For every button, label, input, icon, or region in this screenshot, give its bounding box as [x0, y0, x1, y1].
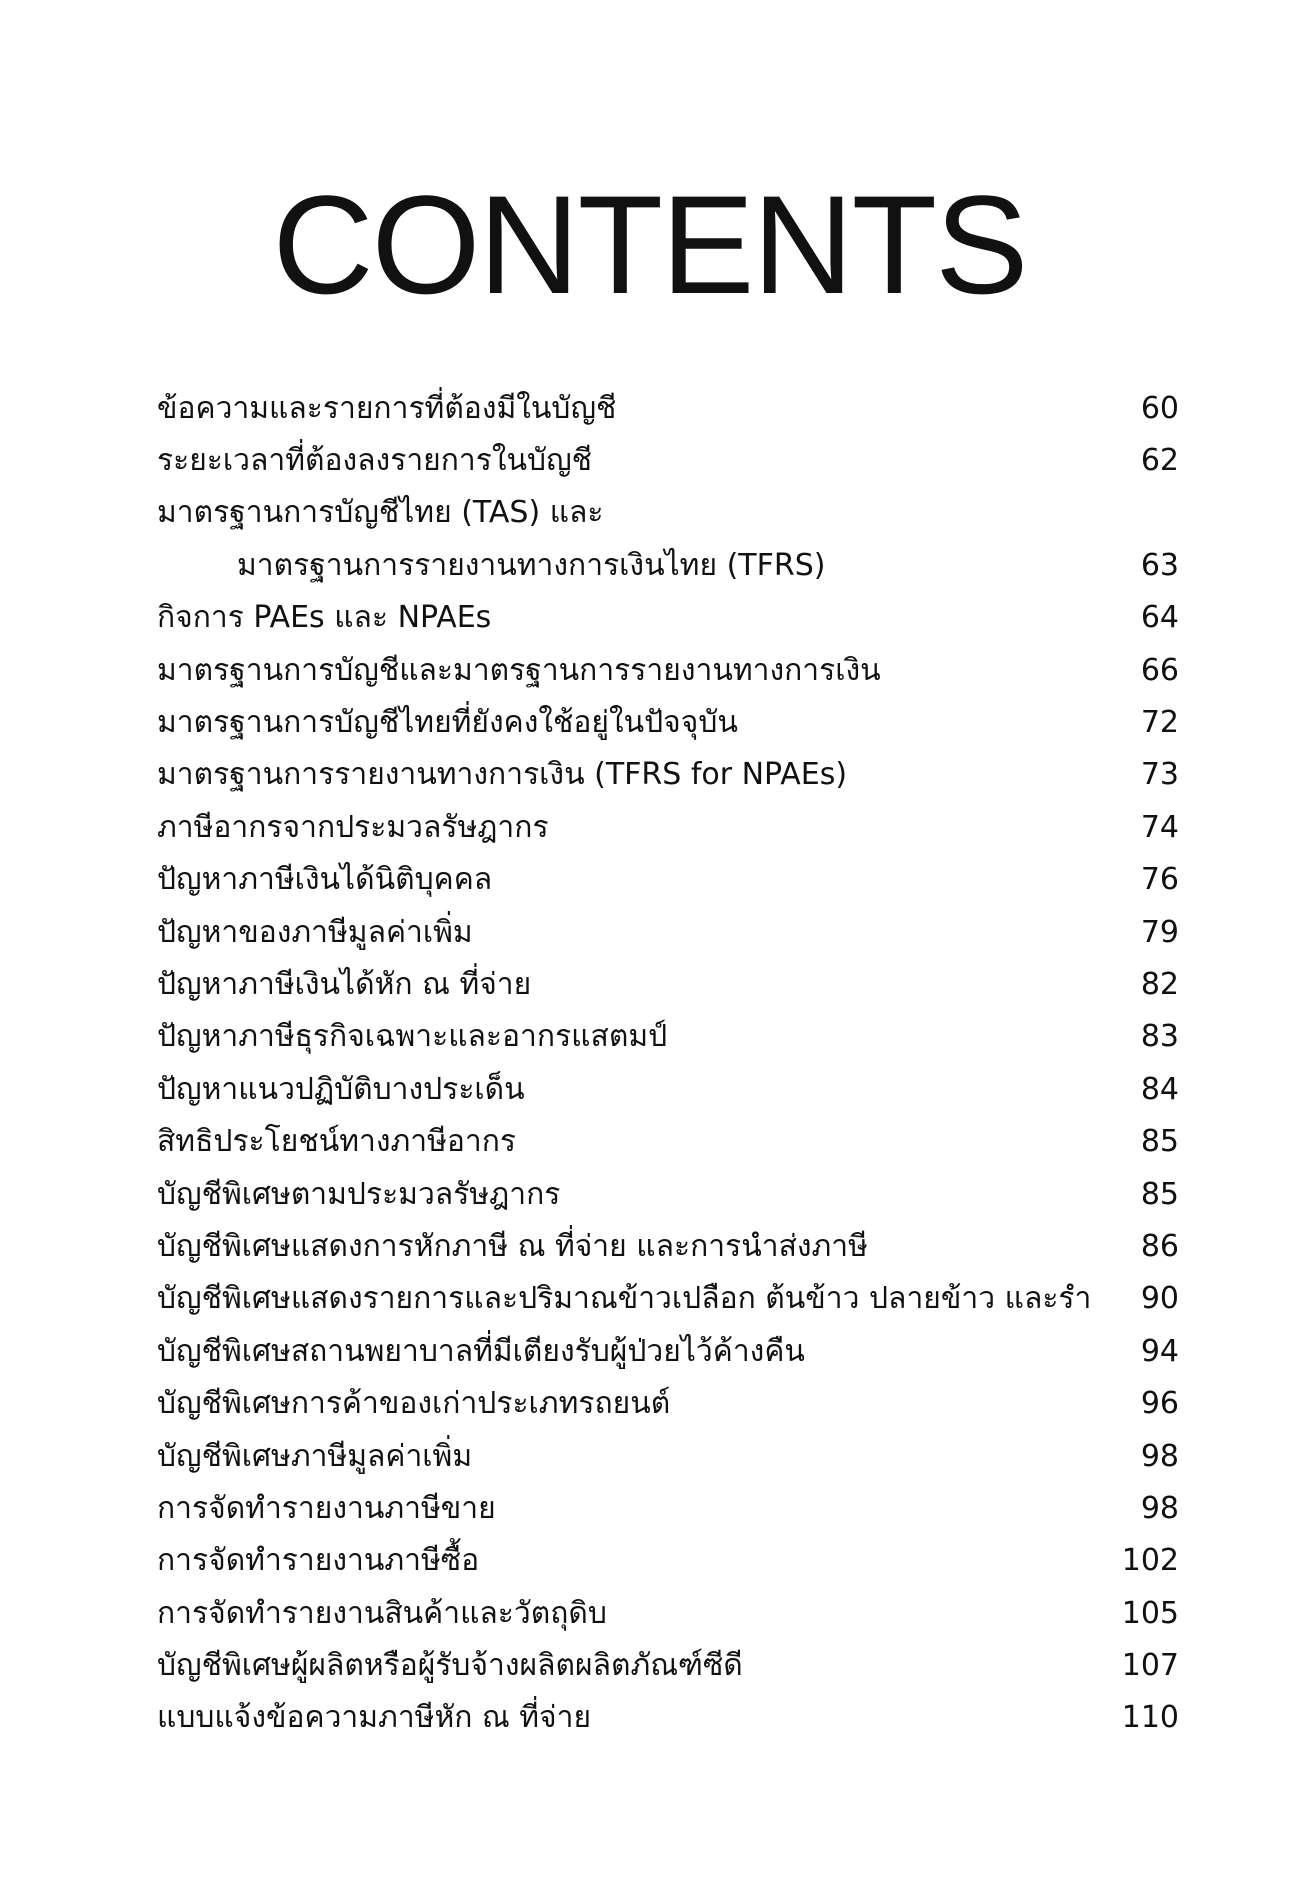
toc-entry	[157, 382, 1179, 434]
toc-entry-label: ภาษีอากรจากประมวลรัษฎากร	[157, 809, 549, 845]
toc-entry-page: 105	[1121, 1595, 1179, 1631]
toc-entry-label: ปัญหาภาษีเงินได้หัก ณ ที่จ่าย	[157, 966, 532, 1002]
toc-entry-page: 83	[1140, 1019, 1179, 1055]
toc-entry	[157, 1377, 1179, 1429]
toc-entry-page: 90	[1140, 1281, 1179, 1317]
toc-entry-label: ปัญหาภาษีเงินได้นิติบุคคล	[157, 862, 493, 898]
toc-entry-label: การจัดทำรายงานสินค้าและวัตถุดิบ	[157, 1595, 607, 1631]
toc-entry-label: มาตรฐานการบัญชีไทยที่ยังคงใช้อยู่ในปัจจุบัน	[157, 705, 738, 741]
toc-entry	[157, 592, 1179, 644]
table-of-contents	[157, 382, 1179, 1744]
toc-entry	[157, 1587, 1179, 1639]
toc-entry	[157, 1639, 1179, 1691]
toc-entry-page: 98	[1140, 1438, 1179, 1474]
toc-entry-page: 60	[1140, 390, 1179, 426]
toc-entry-label: แบบแจ้งข้อความภาษีหัก ณ ที่จ่าย	[157, 1700, 592, 1736]
toc-entry-page: 73	[1140, 757, 1179, 793]
toc-entry-page: 64	[1140, 600, 1179, 636]
toc-entry-page: 82	[1140, 966, 1179, 1002]
toc-entry-page: 66	[1140, 652, 1179, 688]
toc-entry-label: ข้อความและรายการที่ต้องมีในบัญชี	[157, 390, 617, 426]
toc-entry-label: สิทธิประโยชน์ทางภาษีอากร	[157, 1124, 517, 1160]
toc-entry-label: มาตรฐานการบัญชีและมาตรฐานการรายงานทางการเงิน	[157, 652, 881, 688]
toc-entry-label: มาตรฐานการรายงานทางการเงิน (TFRS for NPAEs)	[157, 757, 848, 793]
toc-entry	[157, 906, 1179, 958]
toc-entry	[157, 1063, 1179, 1115]
toc-entry	[157, 696, 1179, 748]
toc-entry-label: ปัญหาภาษีธุรกิจเฉพาะและอากรแสตมป์	[157, 1019, 668, 1055]
toc-entry-label: ปัญหาแนวปฏิบัติบางประเด็น	[157, 1071, 525, 1107]
toc-entry-label: ระยะเวลาที่ต้องลงรายการในบัญชี	[157, 443, 592, 479]
page-title: CONTENTS	[272, 166, 1027, 323]
toc-entry	[157, 1115, 1179, 1167]
toc-entry-page: 79	[1140, 914, 1179, 950]
toc-entry	[157, 1011, 1179, 1063]
toc-entry-page: 84	[1140, 1071, 1179, 1107]
toc-entry-label: มาตรฐานการรายงานทางการเงินไทย (TFRS)	[237, 547, 826, 583]
toc-entry-label: บัญชีพิเศษแสดงการหักภาษี ณ ที่จ่าย และการนำส่งภาษี	[157, 1228, 868, 1264]
toc-entry-label: บัญชีพิเศษผู้ผลิตหรือผู้รับจ้างผลิตผลิตภัณฑ์ซีดี	[157, 1648, 743, 1684]
toc-entry-label: กิจการ PAEs และ NPAEs	[157, 600, 492, 636]
toc-entry-page: 110	[1121, 1700, 1179, 1736]
toc-entry	[157, 434, 1179, 486]
toc-entry	[157, 854, 1179, 906]
toc-entry-page: 76	[1140, 862, 1179, 898]
toc-entry-page: 85	[1140, 1176, 1179, 1212]
toc-entry-page: 102	[1121, 1543, 1179, 1579]
toc-entry	[157, 644, 1179, 696]
toc-entry	[157, 1430, 1179, 1482]
toc-entry-label: การจัดทำรายงานภาษีขาย	[157, 1490, 496, 1526]
toc-entry-page: 107	[1121, 1648, 1179, 1684]
toc-entry	[157, 1325, 1179, 1377]
toc-entry	[157, 487, 1179, 539]
toc-entry	[157, 1535, 1179, 1587]
toc-entry-page: 62	[1140, 443, 1179, 479]
toc-entry	[157, 801, 1179, 853]
toc-entry	[157, 1692, 1179, 1744]
toc-entry	[157, 1273, 1179, 1325]
toc-entry-page: 96	[1140, 1386, 1179, 1422]
toc-entry-page: 98	[1140, 1490, 1179, 1526]
toc-entry	[157, 958, 1179, 1010]
toc-entry	[157, 1482, 1179, 1534]
toc-entry	[157, 1220, 1179, 1272]
toc-entry-page: 63	[1140, 547, 1179, 583]
toc-entry-label: มาตรฐานการบัญชีไทย (TAS) และ	[157, 495, 604, 531]
toc-entry	[157, 1168, 1179, 1220]
toc-entry-label: บัญชีพิเศษการค้าของเก่าประเภทรถยนต์	[157, 1386, 671, 1422]
toc-entry	[157, 749, 1179, 801]
toc-entry-page: 94	[1140, 1333, 1179, 1369]
toc-entry-label: บัญชีพิเศษตามประมวลรัษฎากร	[157, 1176, 561, 1212]
toc-entry-label: บัญชีพิเศษภาษีมูลค่าเพิ่ม	[157, 1438, 473, 1474]
toc-entry-page: 74	[1140, 809, 1179, 845]
toc-entry-page: 85	[1140, 1124, 1179, 1160]
toc-entry-page: 72	[1140, 705, 1179, 741]
toc-entry-label: บัญชีพิเศษสถานพยาบาลที่มีเตียงรับผู้ป่วยไว้ค้างคืน	[157, 1333, 805, 1369]
toc-entry-label: การจัดทำรายงานภาษีซื้อ	[157, 1543, 480, 1579]
toc-entry-page: 86	[1140, 1228, 1179, 1264]
toc-entry-label: บัญชีพิเศษแสดงรายการและปริมาณข้าวเปลือก ต้นข้าว ปลายข้าว และรำ	[157, 1281, 1092, 1317]
toc-entry-label: ปัญหาของภาษีมูลค่าเพิ่ม	[157, 914, 473, 950]
toc-entry-continuation	[157, 539, 1179, 591]
